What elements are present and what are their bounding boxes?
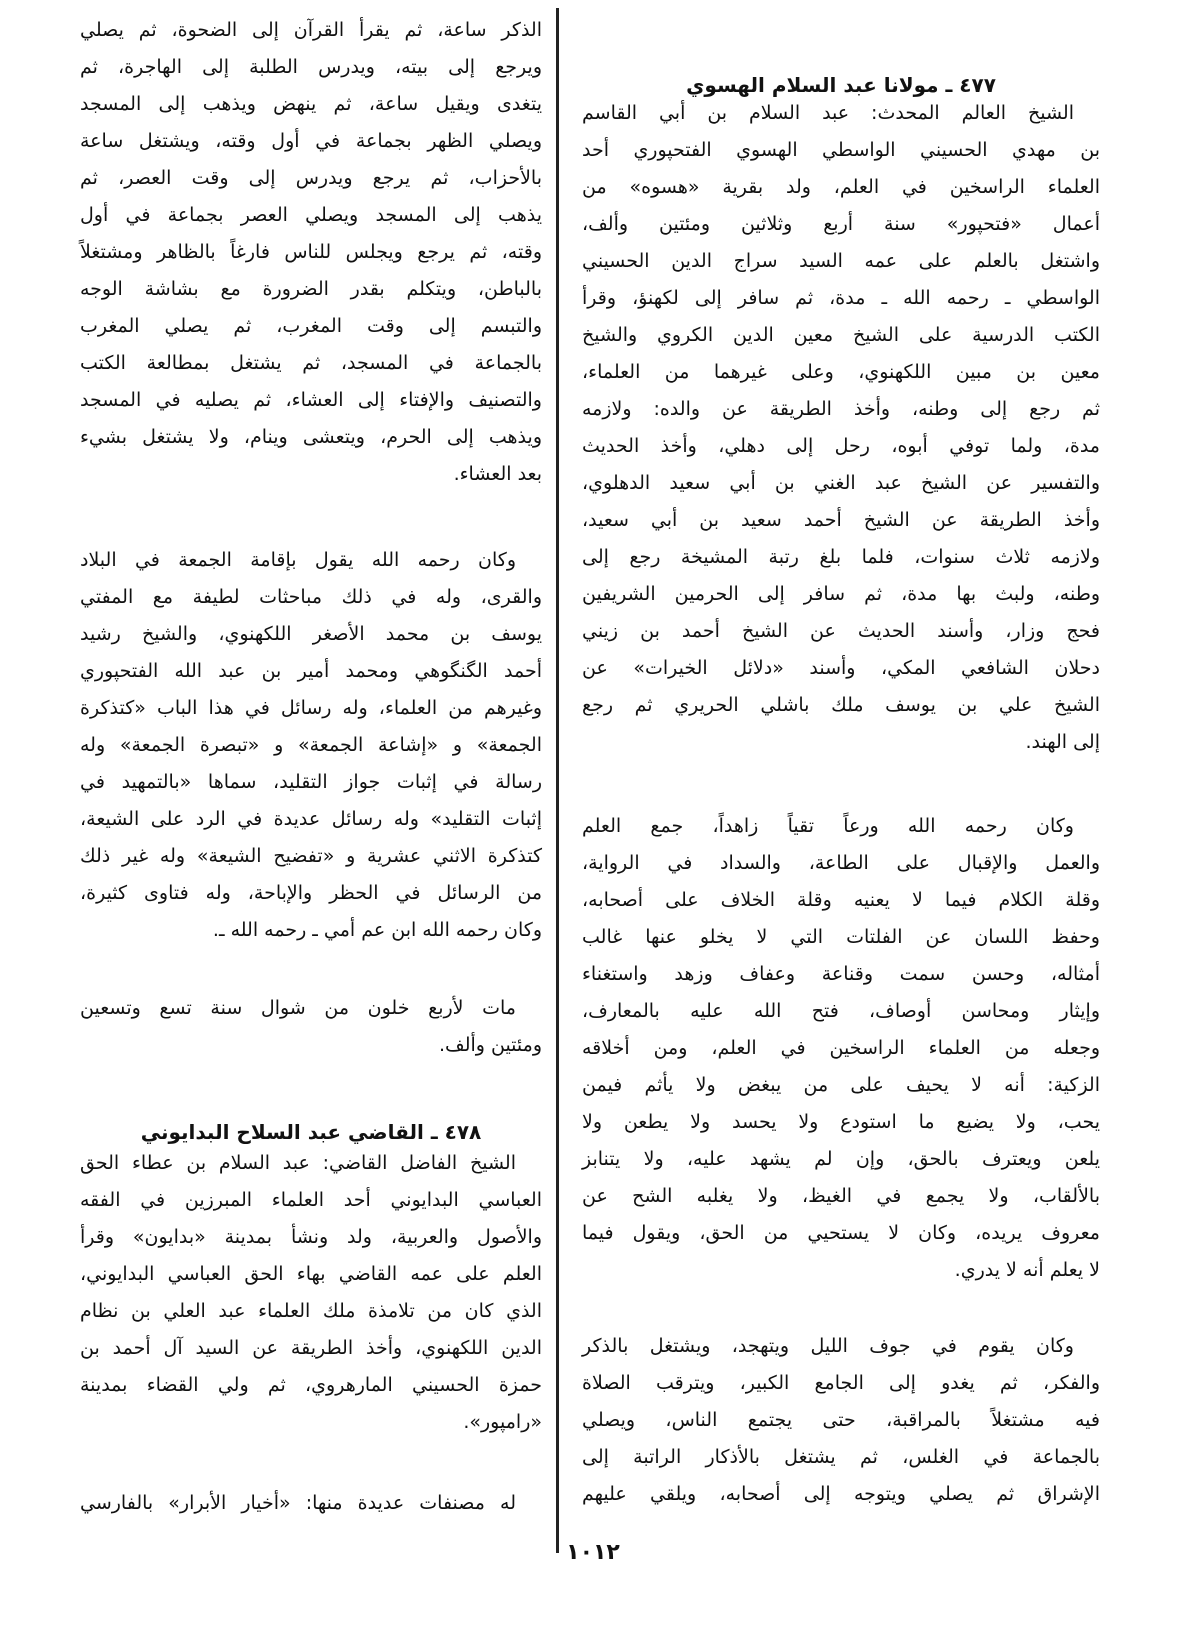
page-number: ١٠١٢ [566,1540,620,1565]
text-line: والتبسم إلى وقت المغرب، ثم يصلي المغرب [80,315,542,337]
text-line: العباسي البدايوني أحد العلماء المبرزين في الفقه [80,1189,542,1211]
text-line: معين بن مبين اللكهنوي، وعلى غيرهما من العلماء، [582,361,1100,383]
text-line: وجعله من العلماء الراسخين في العلم، ومن أخلاقه [582,1037,1100,1059]
text-line: «رامپور». [463,1411,542,1433]
text-line: بالأحزاب، ثم يرجع ويدرس إلى وقت العصر، ثم [80,167,542,189]
text-line: والأصول والعربية، ولد ونشأ بمدينة «بدايون» وقرأ [80,1226,542,1248]
paragraph [80,1485,542,1522]
paragraph [80,12,542,493]
text-line: والفكر، ثم يغدو إلى الجامع الكبير، ويترقب الصلاة [582,1372,1100,1394]
text-line: ويرجع إلى بيته، ويدرس الطلبة إلى الهاجرة، ثم [80,56,542,78]
paragraph [80,990,542,1064]
text-line: والعمل والإقبال على الطاعة، والسداد في الرواية، [582,852,1100,874]
text-line: فيه مشتغلاً بالمراقبة، حتى يجتمع الناس، ويصلي [582,1409,1100,1431]
text-line: الإشراق ثم يصلي ويتوجه إلى أصحابه، ويلقي عليهم [582,1483,1100,1505]
text-line: بعد العشاء. [453,463,542,485]
text-line: مات لأربع خلون من شوال سنة تسع وتسعين [80,997,516,1019]
text-line: الزكية: أنه لا يحيف على من يبغض ولا يأثم فيمن [582,1074,1100,1096]
text-line: حمزة الحسيني المارهروي، ثم ولي القضاء بمدينة [80,1374,542,1396]
text-line: إلى الهند. [1025,731,1100,753]
text-line: ومئتين وألف. [438,1034,542,1056]
column-divider [556,8,559,1553]
text-line: معروف يريده، وكان لا يستحيي من الحق، ويقول فيما [582,1222,1100,1244]
text-line: يحب، ولا يضيع ما استودع ولا يحسد ولا يطعن ولا [582,1111,1100,1133]
text-line: بن مهدي الحسيني الواسطي الهسوي الفتحپوري أحد [582,139,1100,161]
text-line: أعمال «فتحپور» سنة أربع وثلاثين ومئتين وألف، [582,213,1100,235]
paragraph [582,808,1100,1289]
text-line: يذهب إلى المسجد ويصلي العصر بجماعة في أول [80,204,542,226]
text-line: الشيخ علي بن يوسف ملك باشلي الحريري ثم رجع [582,694,1100,716]
text-line: إثبات التقليد» وله رسائل عديدة في الرد على الشيعة، [80,808,542,830]
text-line: دحلان الشافعي المكي، وأسند «دلائل الخيرات» عن [582,657,1100,679]
text-line: وغيرهم من العلماء، وله رسائل في هذا الباب «كتذكرة [80,697,542,719]
text-line: الدين اللكهنوي، وأخذ الطريقة عن السيد آل أحمد بن [80,1337,542,1359]
text-line: وطنه، ولبث بها مدة، ثم سافر إلى الحرمين الشريفين [582,583,1100,605]
text-line: لا يعلم أنه لا يدري. [954,1259,1100,1281]
entry-heading: ٤٧٧ ـ مولانا عبد السلام الهسوي [686,73,996,97]
paragraph [582,1328,1100,1513]
text-line: واشتغل بالعلم على عمه السيد سراج الدين الحسيني [582,250,1100,272]
text-line: بالألقاب، ولا يجمع في الغيظ، ولا يغلبه الشح عن [582,1185,1100,1207]
text-line: وأخذ الطريقة عن الشيخ أحمد سعيد بن أبي سعيد، [582,509,1100,531]
text-line: يوسف بن محمد الأصغر اللكهنوي، والشيخ رشيد [80,623,542,645]
text-line: له مصنفات عديدة منها: «أخيار الأبرار» بالفارسي [80,1492,516,1514]
text-line: الواسطي ـ رحمه الله ـ مدة، ثم سافر إلى لكهنؤ، وقرأ [582,287,1100,309]
text-line: مدة، ولما توفي أبوه، رحل إلى دهلي، وأخذ الحديث [582,435,1100,457]
text-line: بالباطن، ويتكلم بقدر الضرورة مع بشاشة الوجه [80,278,542,300]
text-line: كتذكرة الاثني عشرية و «تفضيح الشيعة» وله غير ذلك [80,845,542,867]
text-line: والقرى، وله في ذلك مباحثات لطيفة مع المفتي [80,586,542,608]
text-line: الذكر ساعة، ثم يقرأ القرآن إلى الضحوة، ثم يصلي [80,19,542,41]
text-line: بالجماعة في الغلس، ثم يشتغل بالأذكار الراتبة إلى [582,1446,1100,1468]
text-line: وكان رحمه الله يقول بإقامة الجمعة في البلاد [80,549,516,571]
text-line: رسالة في إثبات جواز التقليد، سماها «بالتمهيد في [80,771,542,793]
text-line: الشيخ العالم المحدث: عبد السلام بن أبي القاسم [582,102,1074,124]
text-line: أحمد الگنگوهي ومحمد أمير بن عبد الله الفتحپوري [80,660,542,682]
text-line: يلعن ويعترف بالحق، وإن لم يشهد عليه، ولا يتنابز [582,1148,1100,1170]
text-line: وإيثار ومحاسن أوصاف، فتح الله عليه بالمعارف، [582,1000,1100,1022]
text-line: أمثاله، وحسن سمت وقناعة وعفاف وزهد واستغناء [582,963,1100,985]
text-line: وحفظ اللسان عن الفلتات التي لا يخلو عنها غالب [582,926,1100,948]
text-line: وقلة الكلام فيما لا يعنيه وقلة الخلاف على أصحابه، [582,889,1100,911]
text-line: ويذهب إلى الحرم، ويتعشى وينام، ولا يشتغل بشيء [80,426,542,448]
paragraph [80,1145,542,1441]
text-line: وكان رحمه الله ورعاً تقياً زاهداً، جمع العلم [582,815,1074,837]
text-line: وكان يقوم في جوف الليل ويتهجد، ويشتغل بالذكر [582,1335,1074,1357]
text-line: الشيخ الفاضل القاضي: عبد السلام بن عطاء الحق [80,1152,516,1174]
text-line: ثم رجع إلى وطنه، وأخذ الطريقة عن والده: ولازمه [582,398,1100,420]
text-line: الجمعة» و «إشاعة الجمعة» و «تبصرة الجمعة» وله [80,734,542,756]
text-line: الكتب الدرسية على الشيخ معين الدين الكروي والشيخ [582,324,1100,346]
text-line: من الرسائل في الحظر والإباحة، وله فتاوى كثيرة، [80,882,542,904]
text-line: فحج وزار، وأسند الحديث عن الشيخ أحمد بن زيني [582,620,1100,642]
text-line: وكان رحمه الله ابن عم أمي ـ رحمه الله ـ. [212,919,542,941]
text-line: الذي كان من تلامذة ملك العلماء عبد العلي بن نظام [80,1300,542,1322]
paragraph [582,95,1100,761]
text-line: العلم على عمه القاضي بهاء الحق العباسي البدايوني، [80,1263,542,1285]
text-line: بالجماعة في المسجد، ثم يشتغل بمطالعة الكتب [80,352,542,374]
paragraph [80,542,542,949]
text-line: ولازمه ثلاث سنوات، فلما بلغ رتبة المشيخة رجع إلى [582,546,1100,568]
text-line: ويصلي الظهر بجماعة في أول وقته، ويشتغل ساعة [80,130,542,152]
text-line: يتغدى ويقيل ساعة، ثم ينهض ويذهب إلى المسجد [80,93,542,115]
entry-heading: ٤٧٨ ـ القاضي عبد السلاح البدايوني [140,1120,482,1144]
text-line: والتصنيف والإفتاء إلى العشاء، ثم يصليه في المسجد [80,389,542,411]
text-line: وقته، ثم يرجع ويجلس للناس فارغاً بالظاهر ومشتغلاً [80,241,542,263]
text-line: العلماء الراسخين في العلم، ولد بقرية «هسوه» من [582,176,1100,198]
text-line: والتفسير عن الشيخ عبد الغني بن أبي سعيد الدهلوي، [582,472,1100,494]
